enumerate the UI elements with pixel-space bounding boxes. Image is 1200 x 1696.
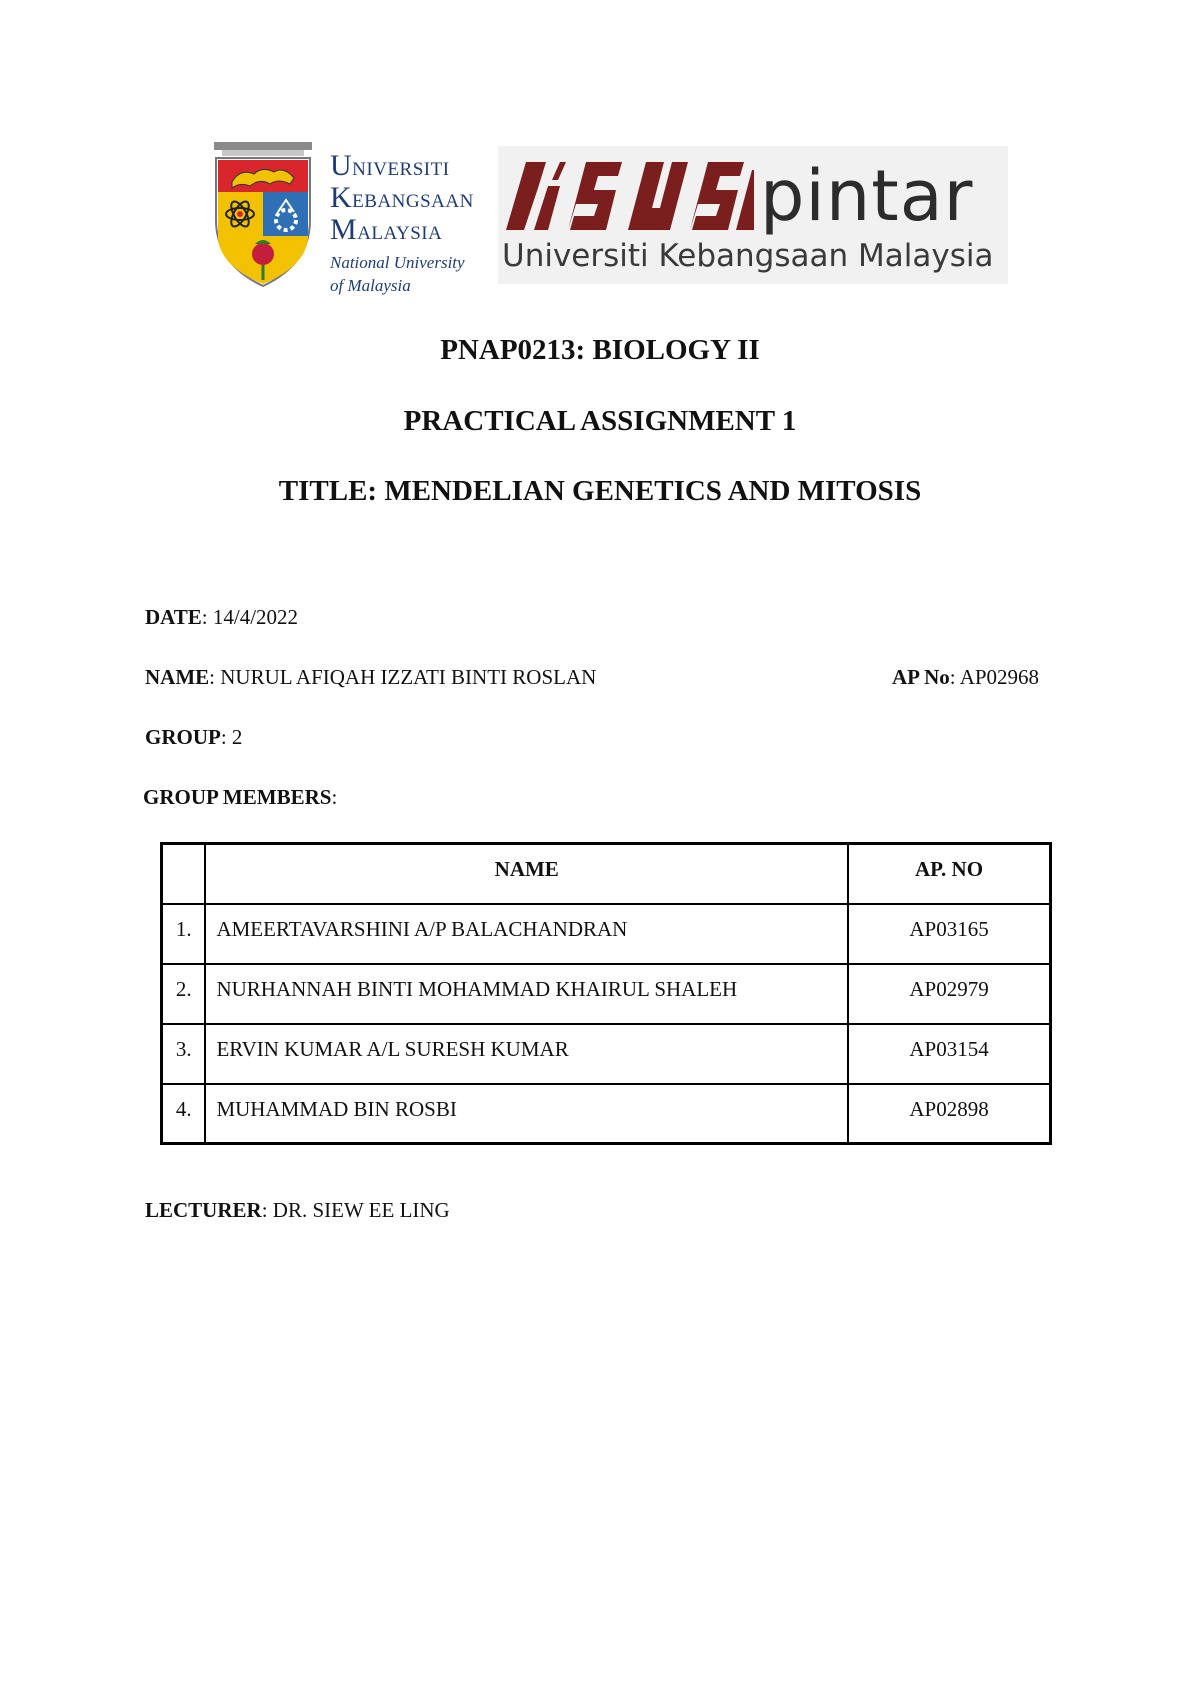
- asasi-logo-icon: [504, 160, 754, 232]
- ukm-line-3: MALAYSIA: [330, 213, 443, 246]
- group-line: GROUP: 2: [145, 725, 243, 749]
- title-heading: TITLE: MENDELIAN GENETICS AND MITOSIS: [278, 475, 922, 507]
- table-header-row: [162, 844, 1051, 904]
- ukm-crest-icon: [208, 142, 318, 288]
- row-number: 3.: [162, 1024, 206, 1084]
- table-row: [162, 904, 1051, 964]
- date-line: DATE: 14/4/2022: [145, 605, 299, 629]
- asasi-word-pintar: pintar: [760, 155, 974, 237]
- header-no: [162, 844, 206, 904]
- course-heading: PNAP0213: BIOLOGY II: [440, 334, 760, 366]
- row-number: 1.: [162, 904, 206, 964]
- table-row: [162, 1084, 1051, 1144]
- member-ap-no: AP03165: [848, 904, 1050, 964]
- header-ap-no: AP. NO: [848, 844, 1050, 904]
- member-name: AMEERTAVARSHINI A/P BALACHANDRAN: [205, 904, 848, 964]
- ukm-subtitle-1: National University: [330, 253, 465, 272]
- name-line: NAME: NURUL AFIQAH IZZATI BINTI ROSLAN: [145, 665, 597, 689]
- asasi-tagline: Universiti Kebangsaan Malaysia: [502, 238, 994, 274]
- asasi-pintar-logo: [498, 146, 1008, 284]
- name-value: NURUL AFIQAH IZZATI BINTI ROSLAN: [220, 665, 597, 689]
- lecturer-label: LECTURER: [145, 1198, 262, 1222]
- member-ap-no: AP03154: [848, 1024, 1050, 1084]
- group-members-label: GROUP MEMBERS: [143, 785, 332, 809]
- ap-value: AP02968: [959, 665, 1040, 689]
- header-name: NAME: [205, 844, 848, 904]
- member-ap-no: AP02898: [848, 1084, 1050, 1144]
- ap-number-line: AP No: AP02968: [892, 665, 1040, 689]
- date-value: 14/4/2022: [212, 605, 299, 629]
- table-row: [162, 964, 1051, 1024]
- ukm-line-1: UNIVERSITI: [330, 149, 450, 182]
- table-row: [162, 1024, 1051, 1084]
- group-members-line: GROUP MEMBERS:: [143, 785, 338, 809]
- row-number: 4.: [162, 1084, 206, 1144]
- member-ap-no: AP02979: [848, 964, 1050, 1024]
- member-name: NURHANNAH BINTI MOHAMMAD KHAIRUL SHALEH: [205, 964, 848, 1024]
- name-label: NAME: [145, 665, 210, 689]
- group-value: 2: [231, 725, 243, 749]
- assignment-heading: PRACTICAL ASSIGNMENT 1: [403, 405, 797, 437]
- date-label: DATE: [145, 605, 202, 629]
- member-name: MUHAMMAD BIN ROSBI: [205, 1084, 848, 1144]
- ap-label: AP No: [892, 665, 950, 689]
- row-number: 2.: [162, 964, 206, 1024]
- group-members-table: [160, 842, 1052, 1145]
- lecturer-line: LECTURER: DR. SIEW EE LING: [145, 1198, 450, 1222]
- ukm-subtitle-2: of Malaysia: [330, 276, 411, 295]
- group-label: GROUP: [145, 725, 221, 749]
- lecturer-value: DR. SIEW EE LING: [272, 1198, 450, 1222]
- ukm-line-2: KEBANGSAAN: [330, 181, 474, 214]
- ukm-wordmark: [330, 149, 490, 295]
- ukm-logo: [208, 142, 483, 295]
- member-name: ERVIN KUMAR A/L SURESH KUMAR: [205, 1024, 848, 1084]
